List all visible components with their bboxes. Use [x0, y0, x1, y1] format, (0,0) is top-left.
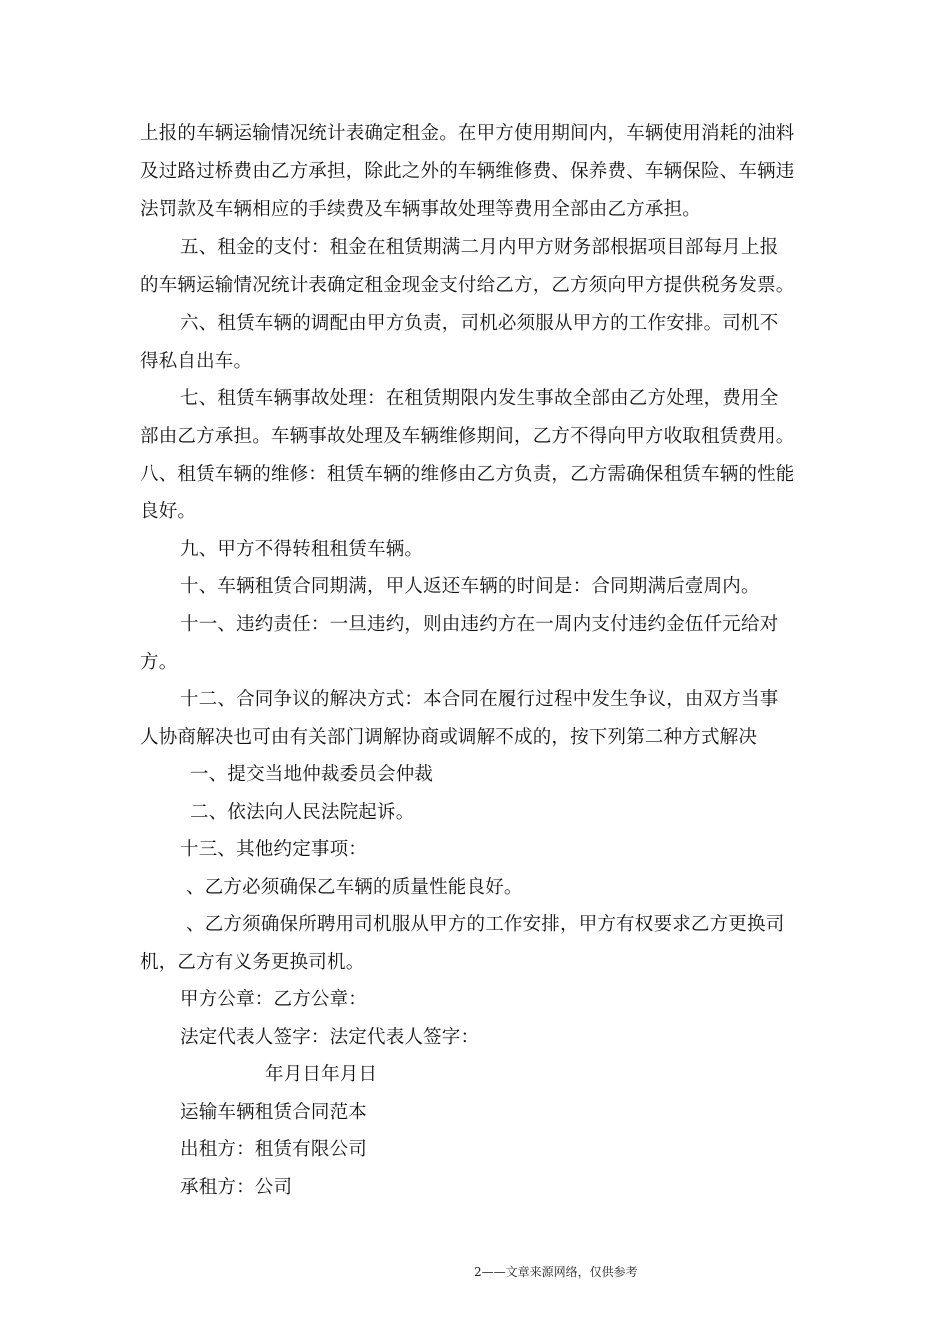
- paragraph-line: 及过路过桥费由乙方承担，除此之外的车辆维修费、保养费、车辆保险、车辆违: [140, 161, 795, 182]
- paragraph-line: 一、提交当地仲裁委员会仲裁: [190, 764, 434, 785]
- paragraph-line: 的车辆运输情况统计表确定租金现金支付给乙方，乙方须向甲方提供税务发票。: [140, 275, 795, 296]
- paragraph-line: 、乙方须确保所聘用司机服从甲方的工作安排，甲方有权要求乙方更换司: [186, 914, 785, 935]
- paragraph-line: 七、租赁车辆事故处理：在租赁期限内发生事故全部由乙方处理，费用全: [180, 388, 779, 409]
- paragraph-line: 年月日年月日: [265, 1064, 378, 1085]
- paragraph-line: 机，乙方有义务更换司机。: [140, 952, 365, 973]
- paragraph-line: 良好。: [140, 501, 197, 522]
- paragraph-line: 八、租赁车辆的维修：租赁车辆的维修由乙方负责，乙方需确保租赁车辆的性能: [140, 464, 795, 485]
- paragraph-line: 十、车辆租赁合同期满，甲人返还车辆的时间是：合同期满后壹周内。: [180, 576, 760, 597]
- paragraph-line: 人协商解决也可由有关部门调解协商或调解不成的，按下列第二种方式解决: [140, 727, 758, 748]
- paragraph-line: 上报的车辆运输情况统计表确定租金。在甲方使用期间内，车辆使用消耗的油料: [140, 123, 795, 144]
- paragraph-line: 、乙方必须确保乙车辆的质量性能良好。: [186, 877, 523, 898]
- paragraph-line: 九、甲方不得转租租赁车辆。: [180, 539, 424, 560]
- paragraph-line: 出租方：租赁有限公司: [180, 1139, 368, 1160]
- paragraph-line: 十二、合同争议的解决方式：本合同在履行过程中发生争议，由双方当事: [180, 689, 779, 710]
- paragraph-line: 方。: [140, 652, 178, 673]
- paragraph-line: 运输车辆租赁合同范本: [180, 1102, 368, 1123]
- paragraph-line: 得私自出车。: [140, 351, 253, 372]
- paragraph-line: 承租方：公司: [180, 1177, 293, 1198]
- paragraph-line: 六、租赁车辆的调配由甲方负责，司机必须服从甲方的工作安排。司机不: [180, 313, 779, 334]
- paragraph-line: 十三、其他约定事项：: [180, 839, 368, 860]
- paragraph-line: 十一、违约责任：一旦违约，则由违约方在一周内支付违约金伍仟元给对: [180, 614, 779, 635]
- paragraph-line: 法罚款及车辆相应的手续费及车辆事故处理等费用全部由乙方承担。: [140, 199, 702, 220]
- paragraph-line: 五、租金的支付：租金在租赁期满二月内甲方财务部根据项目部每月上报: [180, 237, 779, 258]
- paragraph-line: 部由乙方承担。车辆事故处理及车辆维修期间，乙方不得向甲方收取租赁费用。: [140, 426, 795, 447]
- page-footer: 2——文章来源网络，仅供参考: [474, 1265, 638, 1279]
- paragraph-line: 法定代表人签字：法定代表人签字：: [180, 1027, 480, 1048]
- paragraph-line: 甲方公章：乙方公章：: [180, 989, 368, 1010]
- paragraph-line: 二、依法向人民法院起诉。: [190, 802, 415, 823]
